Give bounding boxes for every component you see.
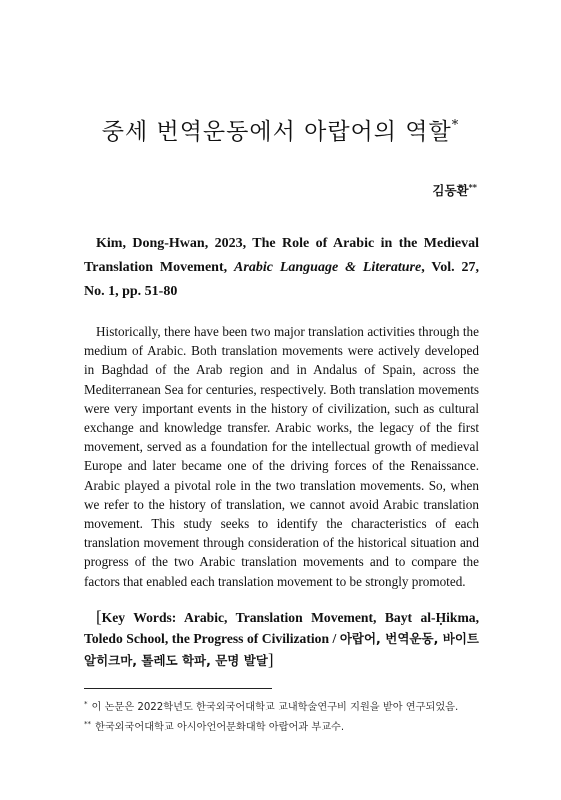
footnote-1-text: 이 논문은 2022학년도 한국외국어대학교 교내학술연구비 지원을 받아 연구되었음. [91,702,459,713]
title-footnote-mark: * [451,118,460,133]
paper-title [0,113,561,146]
citation-journal: Arabic Language & Literature [234,260,422,275]
keywords-open-bracket: [ [96,607,102,626]
keywords-close-bracket: ] [267,650,274,669]
author-footnote-mark: ** [468,182,477,192]
footnote-1 [84,696,479,716]
citation-lead: Kim, Dong-Hwan, 2023, The Role of Arabic in the Medieval Translation Movement, [84,236,479,275]
keywords-english: Key Words: Arabic, Translation Movement, Bayt al-Ḥikma, Toledo School, the Progress of Civilization / [84,610,479,646]
footnotes [84,696,479,736]
footnote-2-text: 한국외국어대학교 아시아언어문화대학 아랍어과 부교수. [95,722,345,733]
title-text: 중세 번역운동에서 아랍어의 역할 [101,119,452,145]
footnote-2 [84,716,479,736]
author-name [432,181,477,199]
keywords [84,606,479,671]
footnote-1-mark: * [84,700,88,708]
citation [84,232,479,304]
footnote-2-mark: ** [84,720,91,728]
keywords-korean: 아랍어, 번역운동, 바이트 알히크마, 톨레도 학파, 문명 발달 [84,631,480,668]
author-name-text: 김동환 [432,183,469,198]
citation-tail: , Vol. 27, No. 1, pp. 51-80 [84,260,479,299]
footnote-divider [84,688,272,689]
abstract: Historically, there have been two major translation activities through the medium of Arabic. Both translation movements were actively developed in Baghdad of the Arab region and in Andalus of Spain, across the Mediterranean Sea for centuries, respectively. Both translation movements were very important events in the history of civilization, such as cultural exchange and knowledge transfer. Arabic works, the legacy of the first movement, served as a foundation for the intellectual growth of medieval Europe and later became one of the driving forces of the Renaissance. Arabic played a pivotal role in the two translation movements. So, when we refer to the history of translation, we cannot avoid Arabic translation movement. This study seeks to identify the characteristics of each translation movement through consideration of the historical situation and progress of the two Arabic translation movements and to compare the factors that enabled each translation movement to be strongly promoted. [84,324,479,589]
